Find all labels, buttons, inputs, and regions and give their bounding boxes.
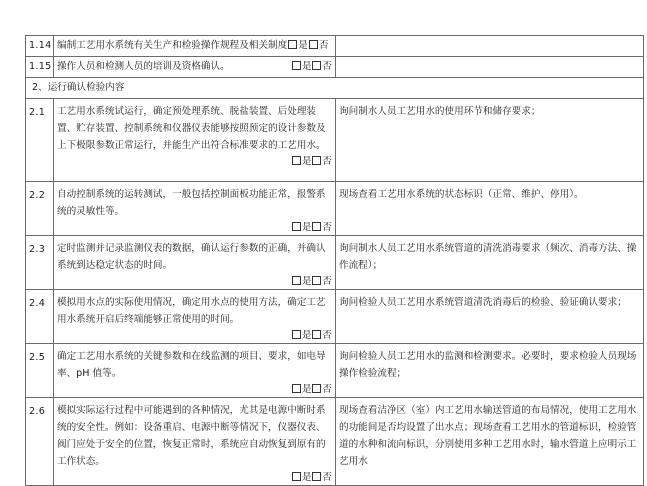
row-description	[54, 290, 336, 344]
yes-label: 是	[301, 222, 312, 233]
no-label: 否	[322, 472, 332, 483]
no-label: 否	[322, 384, 332, 395]
table-row	[26, 99, 644, 182]
checkbox-yes[interactable]	[292, 156, 301, 165]
row-description	[54, 57, 336, 78]
no-label: 否	[322, 61, 332, 72]
checkbox-no[interactable]	[312, 472, 321, 481]
row-description	[54, 398, 336, 486]
row-number: 1.14	[26, 36, 54, 57]
row-number: 2.1	[26, 99, 54, 182]
row-check-note: 询问检验人员工艺用水的监测和检测要求。必要时，要求检验人员现场操作检验流程；	[336, 344, 644, 398]
row-check-note	[336, 36, 644, 57]
checkbox-no[interactable]	[312, 330, 321, 339]
check-yes-no	[287, 40, 328, 51]
row-check-note: 询问制水人员工艺用水系统管道的清洗消毒要求（频次、消毒方法、操作流程）；	[336, 236, 644, 290]
row-text: 自动控制系统的运转测试，一般包括控制面板功能正常，报警系统的灵敏性等。	[57, 189, 326, 217]
row-number: 2.6	[26, 398, 54, 486]
row-number: 2.4	[26, 290, 54, 344]
row-description	[54, 182, 336, 236]
table-row	[26, 344, 644, 398]
row-check-note: 询问制水人员工艺用水的使用环节和储存要求；	[336, 99, 644, 182]
no-label: 否	[322, 330, 332, 341]
yes-label: 是	[301, 330, 312, 341]
check-yes-no	[57, 274, 332, 289]
row-check-note	[336, 57, 644, 78]
row-text: 定时监测并记录监测仪表的数据，确认运行参数的正确，并确认系统到达稳定状态的时间。	[57, 243, 326, 271]
row-number: 2.3	[26, 236, 54, 290]
check-yes-no	[57, 328, 332, 343]
row-text: 确定工艺用水系统的关键参数和在线监测的项目、要求，如电导率、pH 值等。	[57, 351, 326, 379]
row-text: 工艺用水系统试运行，确定预处理系统、脱盐装置、后处理装置、贮存装置、控制系统和仪器仪表能够按照预定的设计参数及上下极限参数正常运行，并能生产出符合标准要求的工艺用水。	[57, 106, 326, 151]
check-yes-no	[291, 57, 332, 77]
row-description	[54, 99, 336, 182]
yes-label: 是	[301, 156, 312, 167]
yes-label: 是	[301, 384, 312, 395]
checkbox-yes[interactable]	[292, 384, 301, 393]
row-check-note: 现场查看洁净区（室）内工艺用水输送管道的布局情况，使用工艺用水的功能间是否均设置了出水点；现场查看工艺用水的管道标识，检验管道的水种和流向标识，分别使用多种工艺用水时，输水管道上应明示工艺用水	[336, 398, 644, 486]
check-yes-no	[57, 470, 332, 485]
no-label: 否	[318, 40, 329, 51]
row-text: 操作人员和检测人员的培训及资格确认。	[57, 61, 230, 72]
section-header-row	[26, 78, 644, 99]
checklist-body	[26, 36, 644, 486]
row-check-note: 现场查看工艺用水系统的状态标识（正常、维护、停用）。	[336, 182, 644, 236]
row-description	[54, 236, 336, 290]
row-check-note: 询问检验人员工艺用水系统管道清洗消毒后的检验、验证确认要求；	[336, 290, 644, 344]
checkbox-yes[interactable]	[292, 276, 301, 285]
yes-label: 是	[301, 276, 312, 287]
yes-label: 是	[301, 472, 312, 483]
checkbox-yes[interactable]	[292, 61, 301, 70]
yes-label: 是	[301, 61, 312, 72]
row-text: 模拟实际运行过程中可能遇到的各种情况，尤其是电源中断时系统的安全性。例如：设备重启、电源中断等情况下，仪器仪表、阀门应处于安全的位置，恢复正常时，系统应自动恢复到原有的工作状态。	[57, 405, 326, 467]
checkbox-yes[interactable]	[292, 472, 301, 481]
checkbox-no[interactable]	[312, 222, 321, 231]
checkbox-no[interactable]	[312, 384, 321, 393]
row-number: 2.5	[26, 344, 54, 398]
checkbox-yes[interactable]	[292, 330, 301, 339]
checkbox-no[interactable]	[309, 40, 318, 49]
row-description	[54, 36, 336, 57]
table-row	[26, 182, 644, 236]
checkbox-no[interactable]	[312, 61, 321, 70]
check-yes-no	[57, 382, 332, 397]
table-row	[26, 236, 644, 290]
table-row	[26, 57, 644, 78]
check-yes-no	[57, 154, 332, 169]
row-text: 模拟用水点的实际使用情况，确定用水点的使用方法，确定工艺用水系统开启后终端能够正常使用的时间。	[57, 297, 326, 325]
row-number: 1.15	[26, 57, 54, 78]
checklist-table	[25, 35, 644, 486]
table-row	[26, 290, 644, 344]
check-yes-no	[57, 220, 332, 235]
checkbox-yes[interactable]	[288, 40, 297, 49]
no-label: 否	[322, 156, 332, 167]
checkbox-no[interactable]	[312, 156, 321, 165]
no-label: 否	[322, 222, 332, 233]
row-description	[54, 344, 336, 398]
no-label: 否	[322, 276, 332, 287]
table-row	[26, 398, 644, 486]
yes-label: 是	[298, 40, 308, 51]
checkbox-yes[interactable]	[292, 222, 301, 231]
section-title: 2、运行确认检验内容	[26, 78, 644, 99]
table-row	[26, 36, 644, 57]
row-text: 编制工艺用水系统有关生产和检验操作规程及相关制度	[57, 40, 288, 51]
checklist-sheet	[25, 35, 644, 486]
row-number: 2.2	[26, 182, 54, 236]
checkbox-no[interactable]	[312, 276, 321, 285]
